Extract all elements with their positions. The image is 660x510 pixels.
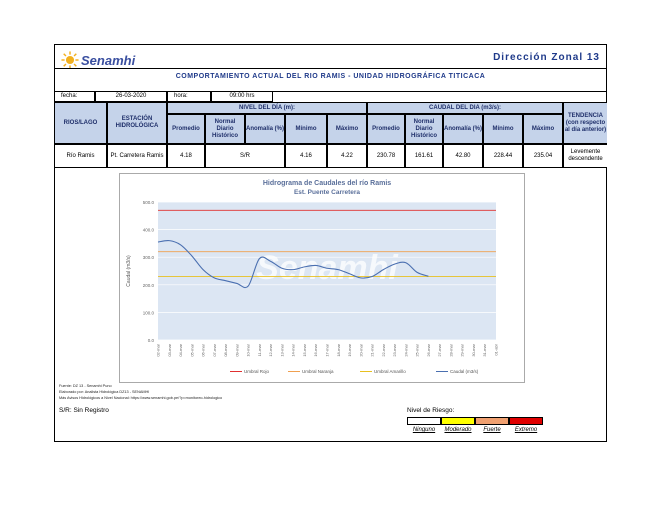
x-tick-label: 05-mar [189, 344, 195, 357]
x-tick-label: 23-mar [392, 344, 398, 357]
nivel-promedio-hdr: Promedio [167, 114, 205, 144]
fecha-value: 26-03-2020 [95, 91, 167, 102]
x-tick-label: 24-mar [403, 344, 409, 357]
caudal-anomalia-hdr: Anomalía (%) [443, 114, 483, 144]
row-nivel-minimo: 4.16 [285, 144, 327, 168]
hydrograph-svg [120, 174, 522, 380]
x-tick-label: 27-mar [437, 344, 443, 357]
row-nivel-promedio: 4.18 [167, 144, 205, 168]
nivel-normal-hdr: Normal Diario Histórico [205, 114, 245, 144]
report-subtitle: COMPORTAMIENTO ACTUAL DEL RIO RAMIS - UNIDAD HIDROGRÁFICA TITICACA [175, 73, 486, 80]
sun-icon [61, 51, 79, 69]
risk-label-ninguno: Ninguno [412, 427, 436, 433]
footnote-fuente: Fuente: DZ 13 - Senamhi Puno [59, 384, 112, 388]
risk-swatch-ninguno [407, 417, 441, 425]
risk-label-extremo: Extremo [514, 427, 538, 433]
y-tick-label: 200.0 [142, 282, 154, 288]
caudal-maximo-hdr: Máximo [523, 114, 563, 144]
x-tick-label: 12-mar [268, 344, 274, 357]
hydrograph-chart [119, 173, 525, 383]
legend-entry: Umbral Naranja [302, 369, 334, 374]
caudal-normal-hdr: Normal Diario Histórico [405, 114, 443, 144]
group-nivel: NIVEL DEL DÍA (m): [167, 102, 367, 114]
row-caudal-anomalia: 42.80 [443, 144, 483, 168]
row-caudal-normal: 161.61 [405, 144, 443, 168]
x-tick-label: 16-mar [313, 344, 319, 357]
footnote-elaborado: Elaborado por: Analista Hidrológica DZ13 - SENAMHI [59, 390, 150, 394]
x-tick-label: 30-mar [470, 344, 476, 357]
footnote-link[interactable]: Más Avisos Hidrológicos a Nivel Nacional: https://www.senamhi.gob.pe/?p=monitoreo-hidrologico [59, 396, 223, 400]
x-tick-label: 19-mar [347, 344, 353, 357]
caudal-promedio-hdr: Promedio [367, 114, 405, 144]
legend-entry: Umbral Amarillo [374, 369, 406, 374]
x-tick-label: 10-mar [245, 344, 251, 357]
y-tick-label: 500.0 [142, 200, 154, 205]
risk-title: Nivel de Riesgo: [407, 407, 455, 414]
risk-label-moderado: Moderado [444, 427, 472, 433]
x-tick-label: 31-mar [482, 344, 488, 357]
x-tick-label: 18-mar [335, 344, 341, 357]
x-tick-label: 04-mar [178, 344, 184, 357]
x-tick-label: 28-mar [448, 344, 454, 357]
y-tick-label: 100.0 [142, 310, 154, 316]
brand-name: Senamhi [81, 52, 136, 68]
x-tick-label: 08-mar [223, 344, 229, 357]
x-tick-label: 25-mar [414, 344, 420, 357]
chart-watermark: Senamhi [256, 249, 398, 287]
x-tick-label: 17-mar [324, 344, 330, 357]
caudal-minimo-hdr: Mínimo [483, 114, 523, 144]
col-rio: RIOS/LAGO [55, 102, 107, 144]
legend-entry: Caudal (m3/s) [450, 369, 479, 374]
col-estacion: ESTACIÓN HIDROLÓGICA [107, 102, 167, 144]
report-sheet [54, 44, 607, 442]
x-tick-label: 13-mar [279, 344, 285, 357]
footnotes [59, 383, 222, 401]
row-caudal-promedio: 230.78 [367, 144, 405, 168]
row-nivel-normal-anomalia: S/R [205, 144, 285, 168]
row-caudal-maximo: 235.04 [523, 144, 563, 168]
row-estacion: Pt. Carretera Ramis [107, 144, 167, 168]
direction-title: Dirección Zonal 13 [493, 52, 600, 63]
risk-swatch-fuerte [475, 417, 509, 425]
col-tendencia: TENDENCIA (con respecto al día anterior) [563, 102, 607, 144]
chart-title: Hidrograma de Caudales del río Ramis [262, 180, 392, 187]
hora-value: 09:00 hrs [211, 91, 273, 102]
y-axis-label: Caudal (m3/s) [126, 255, 132, 287]
y-tick-label: 0.0 [147, 338, 154, 343]
x-tick-label: 20-mar [358, 344, 364, 357]
nivel-minimo-hdr: Mínimo [285, 114, 327, 144]
y-tick-label: 400.0 [142, 227, 154, 233]
fecha-label: fecha: [55, 91, 95, 102]
chart-subtitle: Est. Puente Carretera [293, 189, 361, 196]
x-tick-label: 02-mar [155, 344, 161, 357]
x-tick-label: 11-mar [256, 344, 262, 357]
legend-entry: Umbral Rojo [244, 369, 270, 374]
nivel-maximo-hdr: Máximo [327, 114, 367, 144]
risk-label-fuerte: Fuerte [483, 427, 501, 433]
x-tick-label: 14-mar [290, 344, 296, 357]
x-tick-label: 29-mar [459, 344, 465, 357]
x-tick-label: 01-abr [493, 344, 499, 356]
row-rio: Río Ramis [55, 144, 107, 168]
nivel-anomalia-hdr: Anomalía (%) [245, 114, 285, 144]
row-nivel-maximo: 4.22 [327, 144, 367, 168]
x-tick-label: 07-mar [211, 344, 217, 357]
y-tick-label: 300.0 [142, 255, 154, 261]
x-tick-label: 06-mar [200, 344, 206, 357]
x-tick-label: 03-mar [166, 344, 172, 357]
x-tick-label: 26-mar [425, 344, 431, 357]
row-tendencia: Levemente descendente [563, 144, 607, 168]
x-tick-label: 15-mar [301, 344, 307, 357]
risk-swatch-extremo [509, 417, 543, 425]
x-tick-label: 22-mar [380, 344, 386, 357]
hora-label: hora: [167, 91, 211, 102]
risk-swatch-moderado [441, 417, 475, 425]
group-caudal: CAUDAL DEL DIA (m3/s): [367, 102, 563, 114]
row-caudal-minimo: 228.44 [483, 144, 523, 168]
x-tick-label: 21-mar [369, 344, 375, 357]
sr-note: S/R: Sin Registro [59, 407, 109, 414]
x-tick-label: 09-mar [234, 344, 240, 357]
